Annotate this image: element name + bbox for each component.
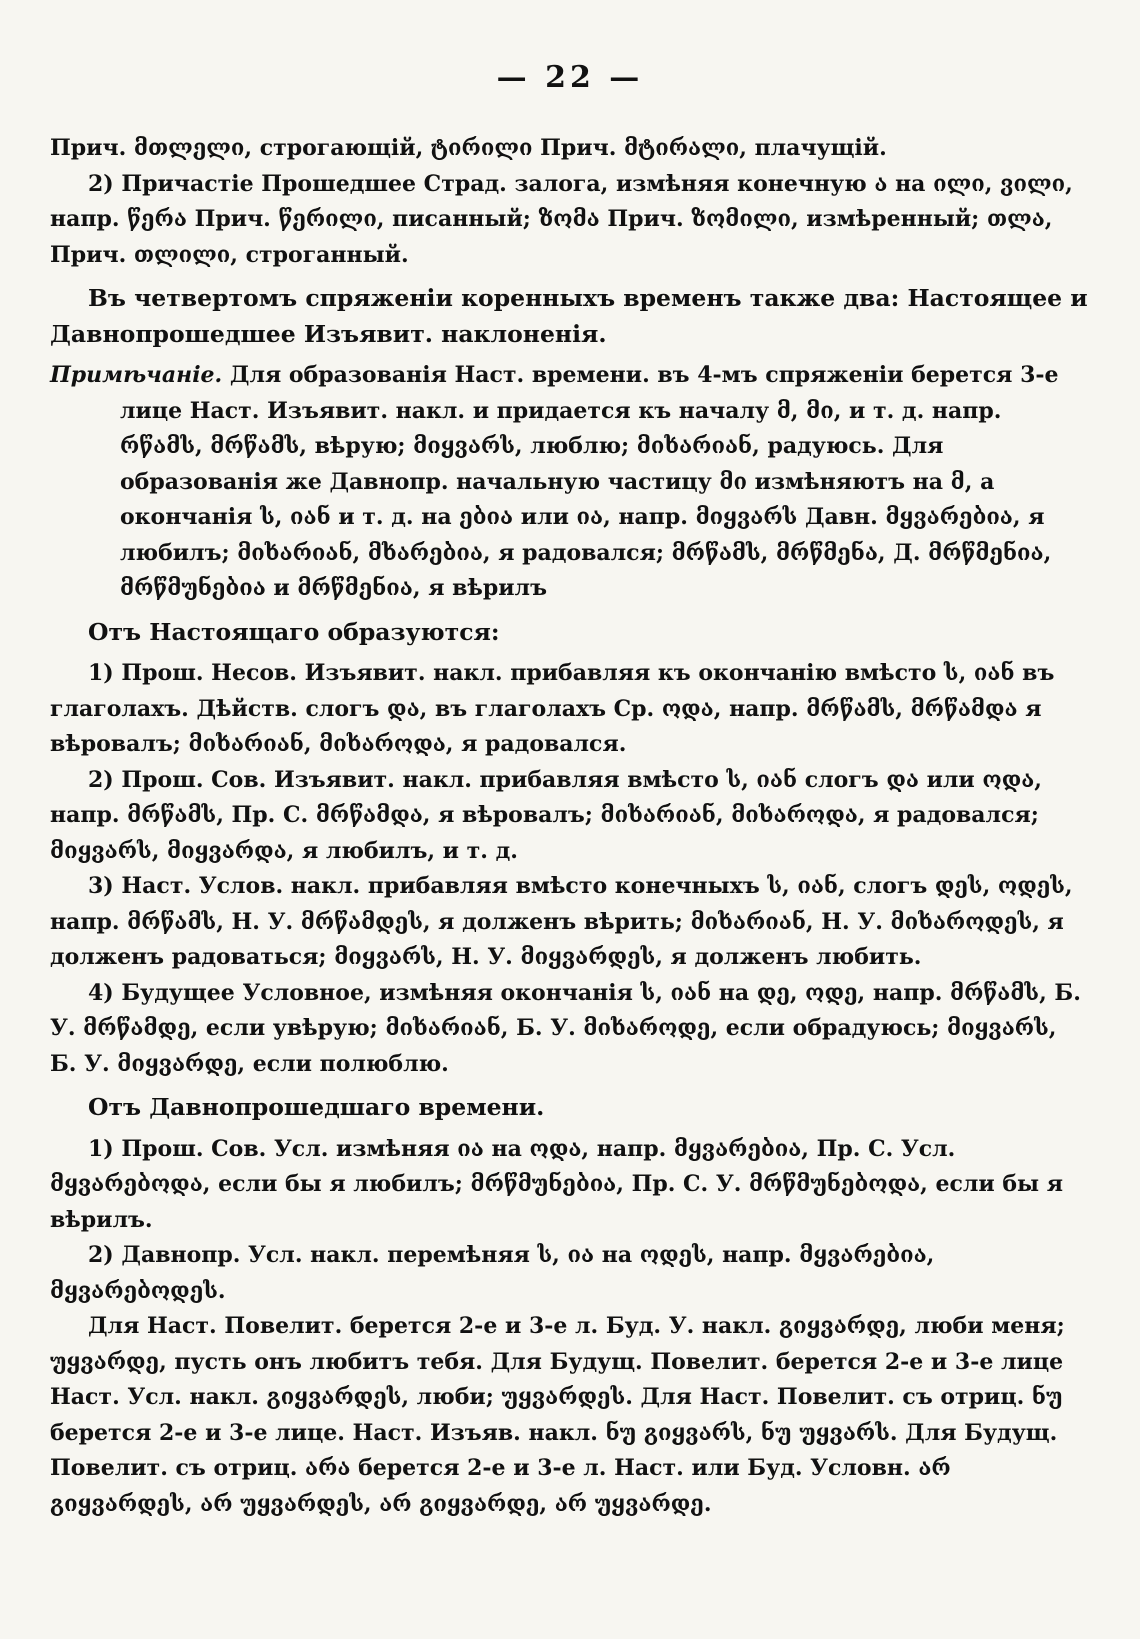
list-item-pluperfect-conditional: 2) Давнопр. Усл. накл. перемѣняя ს, ია на ოდეს, напр. მყვარებია, მყვარებოდეს.: [50, 1242, 935, 1304]
section-heading-present-derived: Отъ Настоящаго образуются:: [88, 617, 500, 646]
paragraph-participle-passive: 2) Причастіе Прошедшее Страд. залога, измѣняя конечную ა на ილი, ვილი, напр. წერა Прич. წერილი, писанный; ზომა Прич. ზომილი, измѣренный; თლა, Прич. თლილი, строганный.: [50, 170, 1073, 268]
note-label: Примѣчаніе.: [50, 362, 223, 388]
list-item-present-conditional: 3) Наст. Услов. накл. прибавляя вмѣсто конечныхъ ს, იან, слогъ დეს, ოდეს, напр. მრწამს, Н. У. მრწამდეს, я долженъ вѣрить; მიხარიან, Н. У. მიხაროდეს, я долженъ радоваться; მიყვარს, Н. У. მიყვარდეს, я долженъ любить.: [50, 873, 1073, 970]
section-heading-fourth-conjugation: Въ четвертомъ спряженіи коренныхъ временъ также два: Настоящее и Давнопрошедшее Изъявит. наклоненія.: [50, 284, 1088, 348]
list-item-past-conditional: 1) Прош. Сов. Усл. измѣняя ია на ოდა, напр. მყვარებია, Пр. С. Усл. მყვარებოდა, если бы я любилъ; მრწმუნებია, Пр. С. У. მრწმუნებოდა, если бы я вѣрилъ.: [50, 1135, 1064, 1233]
page-body: [50, 131, 1090, 1522]
note-paragraph: [50, 358, 1090, 607]
paragraph-imperative: Для Наст. Повелит. берется 2-е и 3-е л. Буд. У. накл. გიყვარდე, люби меня; უყვარდე, пусть онъ любитъ тебя. Для Будущ. Повелит. берется 2-е и 3-е лице Наст. Усл. накл. გიყვარდეს, люби; უყვარდეს. Для Наст. Повелит. съ отриц. ნუ берется 2-е и 3-е лице. Наст. Изъяв. накл. ნუ გიყვარს, ნუ უყვარს. Для Будущ. Повелит. съ отриц. არა берется 2-е и 3-е л. Наст. или Буд. Условн. არ გიყვარდეს, არ უყვარდეს, არ გიყვარდე, არ უყვარდე.: [50, 1313, 1065, 1517]
list-item-imperfect: 1) Прош. Несов. Изъявит. накл. прибавляя къ окончанію вмѣсто ს, იან въ глаголахъ. Дѣйств. слогъ და, въ глаголахъ Ср. ოდა, напр. მრწამს, მრწამდა я вѣровалъ; მიხარიან, მიხაროდა, я радовался.: [50, 660, 1055, 757]
list-item-aorist: 2) Прош. Сов. Изъявит. накл. прибавляя вмѣсто ს, იან слогъ და или ოდა, напр. მრწამს, Пр. С. მრწამდა, я вѣровалъ; მიხარიან, მიხაროდა, я радовался; მიყვარს, მიყვარდა, я любилъ, и т. д.: [50, 766, 1042, 864]
page-number: — 22 —: [496, 60, 644, 95]
paragraph-participle-active: Прич. მთლელი, строгающій, ტირილი Прич. მტირალი, плачущій.: [50, 135, 887, 161]
note-text: Для образованія Наст. времени. въ 4-мъ спряженіи берется 3-е лице Наст. Изъявит. накл. и придается къ началу მ, მი, и т. д. напр. რწამს, მრწამს, вѣрую; მიყვარს, люблю; მიხარიან, радуюсь. Для образованія же Давнопр. начальную частицу მი измѣняютъ на მ, а окончанія ს, იან и т. д. на ებია или ია, напр. მიყვარს Давн. მყვარებია, я любилъ; მიხარიან, მხარებია, я радовался; მრწამს, მრწმენა, Д. მრწმენია, მრწმუნებია и მრწმენია, я вѣрилъ: [120, 362, 1059, 601]
list-item-future-conditional: 4) Будущее Условное, измѣняя окончанія ს, იან на დე, ოდე, напр. მრწამს, Б. У. მრწამდე, если увѣрую; მიხარიან, Б. У. მიხაროდე, если обрадуюсь; მიყვარს, Б. У. მიყვარდე, если полюблю.: [50, 979, 1081, 1077]
section-heading-pluperfect-derived: Отъ Давнопрошедшаго времени.: [88, 1093, 545, 1121]
